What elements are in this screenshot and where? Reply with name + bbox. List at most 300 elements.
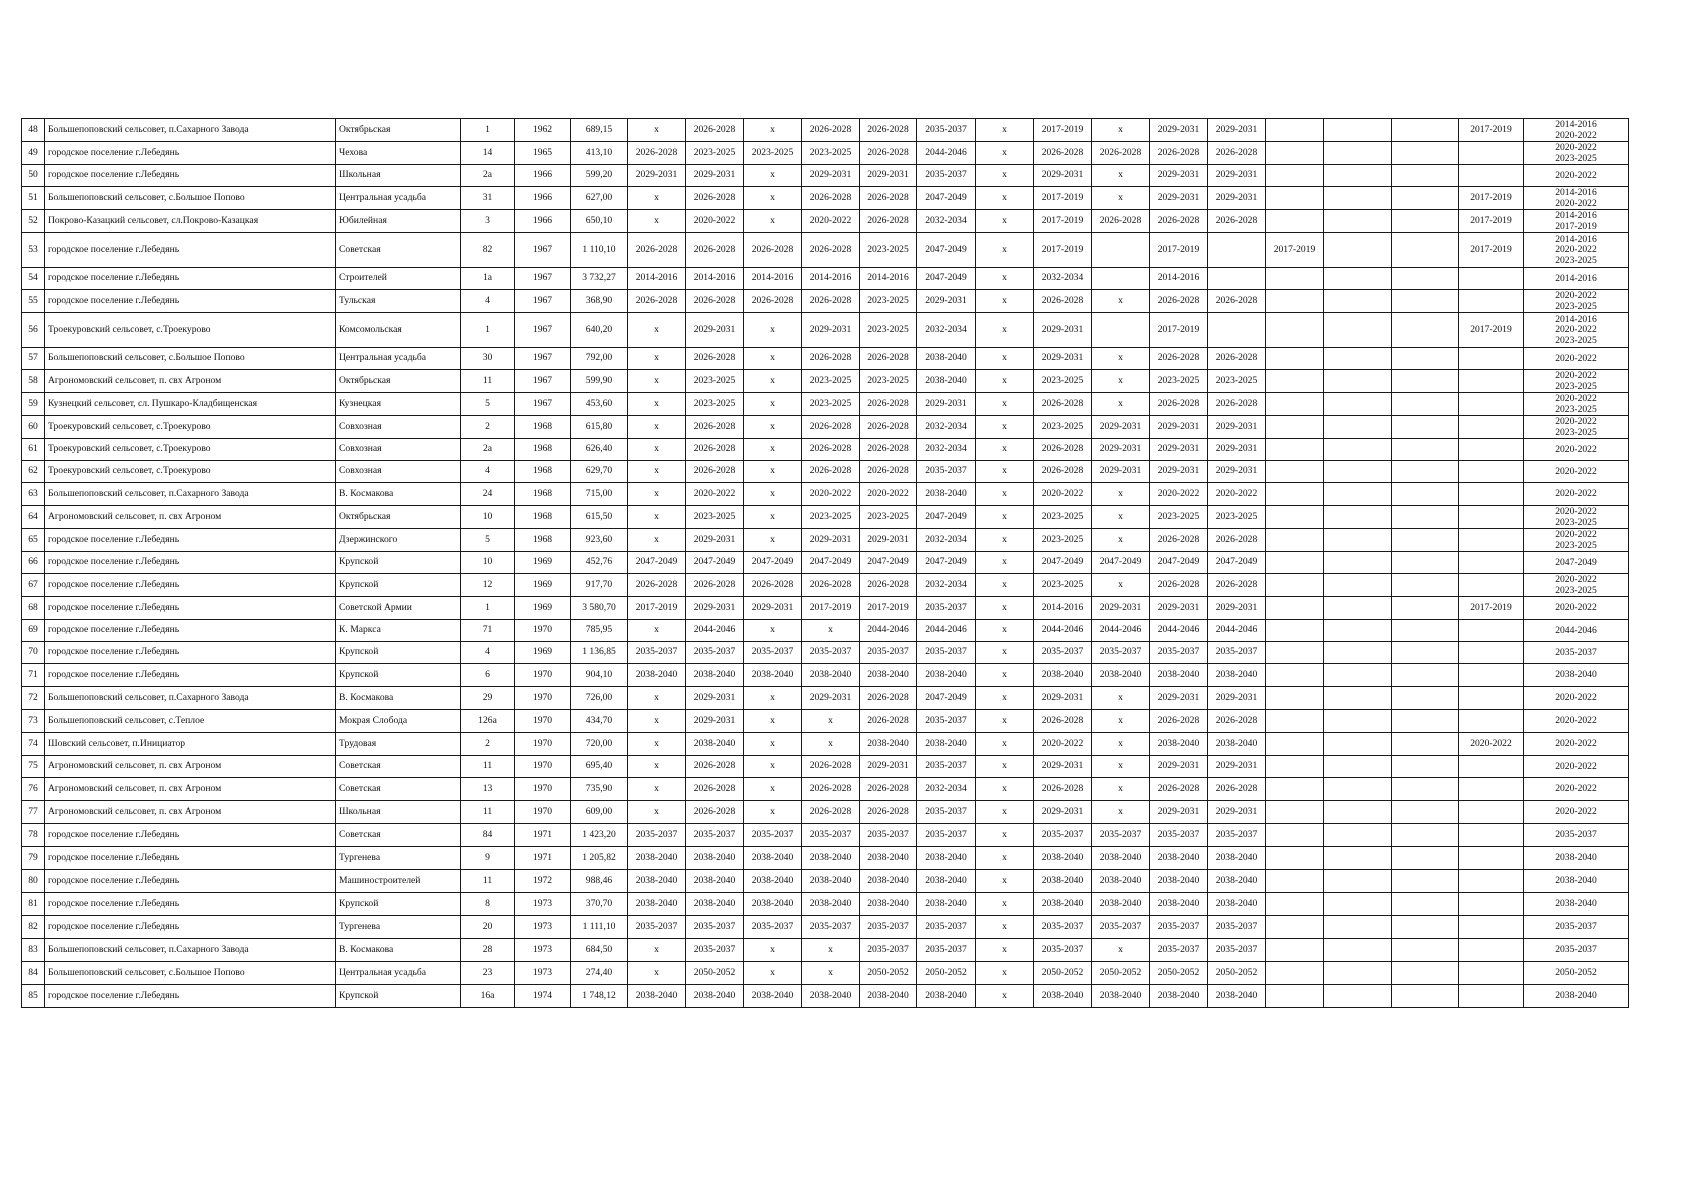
- cell-period-2: 2029-2031: [686, 313, 744, 348]
- cell-period-14: [1392, 756, 1459, 778]
- housing-register-table: [21, 118, 1629, 1008]
- table-row: [22, 210, 1629, 233]
- cell-period-2: 2026-2028: [686, 233, 744, 268]
- cell-period-6: 2035-2037: [917, 165, 976, 187]
- cell-settlement: Агрономовский сельсовет, п. свх Агроном: [45, 370, 336, 393]
- cell-period-10: 2038-2040: [1150, 893, 1208, 916]
- cell-period-14: [1392, 529, 1459, 552]
- cell-row-number: 54: [22, 268, 45, 290]
- cell-period-16: 2038-2040: [1524, 664, 1629, 687]
- cell-build-year: 1967: [515, 370, 571, 393]
- cell-build-year: 1968: [515, 529, 571, 552]
- cell-row-number: 65: [22, 529, 45, 552]
- cell-period-12: [1266, 733, 1324, 756]
- cell-period-9: x: [1092, 483, 1150, 506]
- cell-street: Крупской: [336, 985, 461, 1008]
- cell-period-3: x: [744, 778, 802, 801]
- cell-house-number: 2: [461, 416, 515, 439]
- table-row: [22, 687, 1629, 710]
- cell-period-16: 2014-2016 2020-2022: [1524, 119, 1629, 142]
- cell-build-year: 1968: [515, 506, 571, 529]
- cell-period-5: 2026-2028: [860, 439, 917, 461]
- cell-period-9: [1092, 233, 1150, 268]
- cell-period-6: 2029-2031: [917, 290, 976, 313]
- cell-period-13: [1324, 268, 1392, 290]
- cell-period-14: [1392, 393, 1459, 416]
- cell-build-year: 1967: [515, 233, 571, 268]
- cell-area: 626,40: [571, 439, 628, 461]
- cell-period-10: 2026-2028: [1150, 348, 1208, 370]
- cell-period-7: x: [976, 597, 1034, 620]
- cell-period-10: 2038-2040: [1150, 985, 1208, 1008]
- cell-period-1: x: [628, 962, 686, 985]
- cell-period-14: [1392, 142, 1459, 165]
- cell-period-11: 2029-2031: [1208, 756, 1266, 778]
- cell-street: В. Космакова: [336, 687, 461, 710]
- cell-area: 599,90: [571, 370, 628, 393]
- cell-house-number: 8: [461, 893, 515, 916]
- cell-period-14: [1392, 313, 1459, 348]
- cell-period-4: 2023-2025: [802, 506, 860, 529]
- cell-period-8: 2017-2019: [1034, 233, 1092, 268]
- cell-row-number: 73: [22, 710, 45, 733]
- cell-period-4: 2026-2028: [802, 290, 860, 313]
- cell-period-9: x: [1092, 348, 1150, 370]
- cell-period-11: 2035-2037: [1208, 939, 1266, 962]
- cell-period-4: 2020-2022: [802, 483, 860, 506]
- cell-period-4: 2038-2040: [802, 664, 860, 687]
- cell-period-12: [1266, 416, 1324, 439]
- cell-period-5: 2017-2019: [860, 597, 917, 620]
- cell-period-7: x: [976, 620, 1034, 642]
- cell-settlement: городское поселение г.Лебедянь: [45, 916, 336, 939]
- table-row: [22, 552, 1629, 574]
- cell-area: 689,15: [571, 119, 628, 142]
- cell-period-3: 2035-2037: [744, 642, 802, 664]
- cell-period-1: 2026-2028: [628, 290, 686, 313]
- cell-period-2: 2026-2028: [686, 119, 744, 142]
- cell-period-9: 2026-2028: [1092, 210, 1150, 233]
- cell-period-1: 2014-2016: [628, 268, 686, 290]
- cell-period-14: [1392, 439, 1459, 461]
- cell-period-11: 2026-2028: [1208, 290, 1266, 313]
- cell-period-9: 2038-2040: [1092, 893, 1150, 916]
- cell-period-6: 2035-2037: [917, 642, 976, 664]
- cell-period-6: 2044-2046: [917, 142, 976, 165]
- cell-period-8: 2047-2049: [1034, 552, 1092, 574]
- cell-period-1: 2038-2040: [628, 664, 686, 687]
- cell-period-9: 2050-2052: [1092, 962, 1150, 985]
- cell-area: 615,80: [571, 416, 628, 439]
- cell-settlement: Троекуровский сельсовет, с.Троекурово: [45, 461, 336, 483]
- cell-period-6: 2032-2034: [917, 416, 976, 439]
- cell-period-10: 2047-2049: [1150, 552, 1208, 574]
- cell-period-5: 2038-2040: [860, 870, 917, 893]
- cell-period-6: 2044-2046: [917, 620, 976, 642]
- cell-period-13: [1324, 985, 1392, 1008]
- cell-period-3: 2047-2049: [744, 552, 802, 574]
- cell-period-16: 2014-2016 2017-2019: [1524, 210, 1629, 233]
- cell-period-16: 2035-2037: [1524, 939, 1629, 962]
- table-row: [22, 506, 1629, 529]
- cell-period-16: 2020-2022: [1524, 733, 1629, 756]
- cell-period-4: 2017-2019: [802, 597, 860, 620]
- cell-area: 453,60: [571, 393, 628, 416]
- cell-period-10: 2029-2031: [1150, 756, 1208, 778]
- cell-row-number: 79: [22, 847, 45, 870]
- cell-period-9: x: [1092, 290, 1150, 313]
- cell-period-12: [1266, 756, 1324, 778]
- cell-settlement: Покрово-Казацкий сельсовет, сл.Покрово-Казацкая: [45, 210, 336, 233]
- cell-build-year: 1969: [515, 642, 571, 664]
- table-row: [22, 985, 1629, 1008]
- cell-period-8: 2038-2040: [1034, 664, 1092, 687]
- cell-period-6: 2038-2040: [917, 985, 976, 1008]
- cell-build-year: 1965: [515, 142, 571, 165]
- cell-period-16: 2038-2040: [1524, 893, 1629, 916]
- cell-period-14: [1392, 710, 1459, 733]
- cell-period-12: [1266, 870, 1324, 893]
- cell-period-9: x: [1092, 778, 1150, 801]
- cell-period-4: 2023-2025: [802, 393, 860, 416]
- cell-period-12: [1266, 187, 1324, 210]
- cell-build-year: 1973: [515, 916, 571, 939]
- cell-period-13: [1324, 778, 1392, 801]
- cell-period-2: 2038-2040: [686, 733, 744, 756]
- cell-street: Центральная усадьба: [336, 962, 461, 985]
- cell-period-3: 2038-2040: [744, 847, 802, 870]
- cell-period-15: [1459, 962, 1524, 985]
- cell-period-14: [1392, 870, 1459, 893]
- cell-period-15: [1459, 756, 1524, 778]
- cell-period-14: [1392, 461, 1459, 483]
- cell-settlement: Агрономовский сельсовет, п. свх Агроном: [45, 801, 336, 824]
- cell-period-15: [1459, 870, 1524, 893]
- cell-period-10: 2026-2028: [1150, 142, 1208, 165]
- table-row: [22, 393, 1629, 416]
- cell-period-8: 2050-2052: [1034, 962, 1092, 985]
- cell-period-7: x: [976, 233, 1034, 268]
- cell-period-16: 2020-2022 2023-2025: [1524, 529, 1629, 552]
- cell-period-3: x: [744, 801, 802, 824]
- cell-period-9: 2038-2040: [1092, 985, 1150, 1008]
- cell-period-4: 2014-2016: [802, 268, 860, 290]
- cell-period-7: x: [976, 893, 1034, 916]
- cell-period-11: 2029-2031: [1208, 165, 1266, 187]
- cell-street: В. Космакова: [336, 483, 461, 506]
- cell-period-2: 2023-2025: [686, 142, 744, 165]
- cell-period-1: x: [628, 210, 686, 233]
- cell-period-4: 2035-2037: [802, 824, 860, 847]
- cell-house-number: 84: [461, 824, 515, 847]
- cell-period-12: [1266, 268, 1324, 290]
- cell-period-10: 2029-2031: [1150, 461, 1208, 483]
- cell-row-number: 80: [22, 870, 45, 893]
- cell-house-number: 10: [461, 552, 515, 574]
- cell-period-12: [1266, 687, 1324, 710]
- cell-period-4: x: [802, 620, 860, 642]
- cell-period-10: 2035-2037: [1150, 939, 1208, 962]
- cell-street: Тургенева: [336, 847, 461, 870]
- cell-period-7: x: [976, 552, 1034, 574]
- cell-street: Октябрьская: [336, 119, 461, 142]
- cell-period-4: x: [802, 710, 860, 733]
- cell-period-10: 2017-2019: [1150, 313, 1208, 348]
- cell-period-13: [1324, 574, 1392, 597]
- cell-street: К. Маркса: [336, 620, 461, 642]
- table-row: [22, 290, 1629, 313]
- cell-period-1: x: [628, 313, 686, 348]
- cell-street: Трудовая: [336, 733, 461, 756]
- cell-period-11: 2035-2037: [1208, 642, 1266, 664]
- cell-period-12: [1266, 847, 1324, 870]
- cell-period-2: 2023-2025: [686, 370, 744, 393]
- cell-house-number: 5: [461, 393, 515, 416]
- cell-area: 413,10: [571, 142, 628, 165]
- cell-period-5: 2023-2025: [860, 290, 917, 313]
- cell-period-13: [1324, 597, 1392, 620]
- cell-period-8: 2017-2019: [1034, 187, 1092, 210]
- cell-build-year: 1971: [515, 847, 571, 870]
- cell-build-year: 1967: [515, 268, 571, 290]
- cell-row-number: 81: [22, 893, 45, 916]
- cell-period-13: [1324, 142, 1392, 165]
- cell-period-15: [1459, 824, 1524, 847]
- cell-house-number: 1а: [461, 268, 515, 290]
- cell-period-13: [1324, 439, 1392, 461]
- cell-period-2: 2035-2037: [686, 642, 744, 664]
- table-row: [22, 348, 1629, 370]
- cell-period-6: 2035-2037: [917, 824, 976, 847]
- cell-period-2: 2026-2028: [686, 416, 744, 439]
- cell-area: 792,00: [571, 348, 628, 370]
- cell-settlement: городское поселение г.Лебедянь: [45, 552, 336, 574]
- cell-row-number: 51: [22, 187, 45, 210]
- cell-build-year: 1969: [515, 574, 571, 597]
- cell-street: Октябрьская: [336, 370, 461, 393]
- cell-period-2: 2044-2046: [686, 620, 744, 642]
- cell-row-number: 68: [22, 597, 45, 620]
- cell-period-13: [1324, 870, 1392, 893]
- cell-period-8: 2014-2016: [1034, 597, 1092, 620]
- cell-area: 715,00: [571, 483, 628, 506]
- cell-period-2: 2038-2040: [686, 664, 744, 687]
- cell-period-1: x: [628, 483, 686, 506]
- cell-house-number: 6: [461, 664, 515, 687]
- table-row: [22, 620, 1629, 642]
- cell-period-2: 2038-2040: [686, 985, 744, 1008]
- cell-build-year: 1966: [515, 165, 571, 187]
- cell-row-number: 82: [22, 916, 45, 939]
- table-row: [22, 778, 1629, 801]
- cell-period-4: 2029-2031: [802, 165, 860, 187]
- cell-period-3: x: [744, 506, 802, 529]
- cell-period-1: x: [628, 687, 686, 710]
- cell-row-number: 60: [22, 416, 45, 439]
- cell-settlement: городское поселение г.Лебедянь: [45, 529, 336, 552]
- cell-build-year: 1967: [515, 313, 571, 348]
- cell-settlement: Большепоповский сельсовет, п.Сахарного Завода: [45, 939, 336, 962]
- cell-period-8: 2020-2022: [1034, 733, 1092, 756]
- cell-period-5: 2026-2028: [860, 348, 917, 370]
- cell-period-6: 2047-2049: [917, 687, 976, 710]
- cell-period-8: 2029-2031: [1034, 801, 1092, 824]
- cell-period-15: [1459, 142, 1524, 165]
- cell-period-13: [1324, 733, 1392, 756]
- cell-street: Строителей: [336, 268, 461, 290]
- cell-period-10: 2029-2031: [1150, 439, 1208, 461]
- cell-period-2: 2026-2028: [686, 187, 744, 210]
- cell-settlement: Шовский сельсовет, п.Инициатор: [45, 733, 336, 756]
- cell-period-5: 2035-2037: [860, 824, 917, 847]
- cell-row-number: 52: [22, 210, 45, 233]
- cell-period-1: 2038-2040: [628, 870, 686, 893]
- cell-street: Октябрьская: [336, 506, 461, 529]
- cell-period-8: 2023-2025: [1034, 529, 1092, 552]
- cell-period-15: [1459, 620, 1524, 642]
- cell-period-8: 2026-2028: [1034, 461, 1092, 483]
- cell-period-12: [1266, 439, 1324, 461]
- cell-settlement: городское поселение г.Лебедянь: [45, 233, 336, 268]
- cell-period-7: x: [976, 290, 1034, 313]
- cell-period-4: x: [802, 962, 860, 985]
- cell-period-1: x: [628, 620, 686, 642]
- cell-period-7: x: [976, 985, 1034, 1008]
- cell-period-15: 2020-2022: [1459, 733, 1524, 756]
- table-row: [22, 416, 1629, 439]
- cell-period-16: 2020-2022: [1524, 801, 1629, 824]
- cell-period-2: 2035-2037: [686, 824, 744, 847]
- cell-period-8: 2023-2025: [1034, 574, 1092, 597]
- cell-period-8: 2026-2028: [1034, 439, 1092, 461]
- cell-period-12: [1266, 916, 1324, 939]
- cell-period-5: 2035-2037: [860, 642, 917, 664]
- cell-period-5: 2050-2052: [860, 962, 917, 985]
- cell-period-9: 2035-2037: [1092, 642, 1150, 664]
- cell-period-11: [1208, 313, 1266, 348]
- cell-period-1: x: [628, 778, 686, 801]
- cell-period-5: 2026-2028: [860, 393, 917, 416]
- cell-house-number: 30: [461, 348, 515, 370]
- cell-area: 615,50: [571, 506, 628, 529]
- cell-period-1: 2017-2019: [628, 597, 686, 620]
- cell-period-14: [1392, 119, 1459, 142]
- cell-house-number: 9: [461, 847, 515, 870]
- cell-period-14: [1392, 506, 1459, 529]
- cell-house-number: 28: [461, 939, 515, 962]
- cell-period-10: 2014-2016: [1150, 268, 1208, 290]
- cell-period-5: 2038-2040: [860, 985, 917, 1008]
- cell-period-5: 2029-2031: [860, 756, 917, 778]
- cell-period-1: x: [628, 370, 686, 393]
- cell-period-6: 2038-2040: [917, 483, 976, 506]
- cell-period-1: 2035-2037: [628, 642, 686, 664]
- cell-house-number: 71: [461, 620, 515, 642]
- cell-street: Школьная: [336, 165, 461, 187]
- cell-period-7: x: [976, 824, 1034, 847]
- cell-period-8: 2026-2028: [1034, 290, 1092, 313]
- cell-period-3: 2014-2016: [744, 268, 802, 290]
- cell-period-2: 2026-2028: [686, 290, 744, 313]
- cell-settlement: Большепоповский сельсовет, п.Сахарного Завода: [45, 687, 336, 710]
- cell-period-10: 2035-2037: [1150, 824, 1208, 847]
- cell-street: Крупской: [336, 893, 461, 916]
- table-row: [22, 642, 1629, 664]
- cell-period-10: 2026-2028: [1150, 393, 1208, 416]
- cell-period-15: 2017-2019: [1459, 210, 1524, 233]
- cell-period-6: 2038-2040: [917, 733, 976, 756]
- cell-area: 1 423,20: [571, 824, 628, 847]
- cell-period-1: x: [628, 119, 686, 142]
- cell-build-year: 1967: [515, 393, 571, 416]
- cell-period-12: [1266, 597, 1324, 620]
- table-row: [22, 847, 1629, 870]
- cell-house-number: 1: [461, 313, 515, 348]
- cell-period-11: 2050-2052: [1208, 962, 1266, 985]
- cell-period-14: [1392, 664, 1459, 687]
- cell-house-number: 4: [461, 461, 515, 483]
- cell-period-7: x: [976, 801, 1034, 824]
- cell-period-5: 2023-2025: [860, 506, 917, 529]
- cell-period-2: 2029-2031: [686, 529, 744, 552]
- table-row: [22, 870, 1629, 893]
- cell-period-1: x: [628, 393, 686, 416]
- cell-period-11: 2026-2028: [1208, 710, 1266, 733]
- cell-period-12: [1266, 574, 1324, 597]
- cell-period-9: [1092, 268, 1150, 290]
- cell-area: 923,60: [571, 529, 628, 552]
- cell-period-6: 2032-2034: [917, 529, 976, 552]
- cell-period-16: 2047-2049: [1524, 552, 1629, 574]
- cell-area: 785,95: [571, 620, 628, 642]
- cell-build-year: 1967: [515, 290, 571, 313]
- cell-period-11: 2038-2040: [1208, 664, 1266, 687]
- cell-period-10: 2029-2031: [1150, 801, 1208, 824]
- cell-house-number: 12: [461, 574, 515, 597]
- cell-period-3: x: [744, 165, 802, 187]
- cell-period-7: x: [976, 461, 1034, 483]
- cell-period-11: 2026-2028: [1208, 778, 1266, 801]
- cell-period-5: 2026-2028: [860, 461, 917, 483]
- cell-period-16: 2050-2052: [1524, 962, 1629, 985]
- cell-period-2: 2026-2028: [686, 574, 744, 597]
- cell-street: Советской Армии: [336, 597, 461, 620]
- cell-period-8: 2023-2025: [1034, 506, 1092, 529]
- cell-period-12: [1266, 642, 1324, 664]
- cell-period-11: 2029-2031: [1208, 687, 1266, 710]
- cell-period-3: 2026-2028: [744, 233, 802, 268]
- cell-period-1: x: [628, 529, 686, 552]
- cell-period-10: 2026-2028: [1150, 778, 1208, 801]
- table-row: [22, 801, 1629, 824]
- cell-period-3: x: [744, 483, 802, 506]
- cell-period-1: 2026-2028: [628, 574, 686, 597]
- cell-period-2: 2026-2028: [686, 801, 744, 824]
- cell-period-5: 2026-2028: [860, 142, 917, 165]
- cell-period-15: [1459, 710, 1524, 733]
- cell-area: 434,70: [571, 710, 628, 733]
- cell-row-number: 70: [22, 642, 45, 664]
- cell-row-number: 83: [22, 939, 45, 962]
- cell-build-year: 1971: [515, 824, 571, 847]
- table-row: [22, 142, 1629, 165]
- cell-period-12: [1266, 119, 1324, 142]
- cell-row-number: 66: [22, 552, 45, 574]
- cell-period-4: 2026-2028: [802, 574, 860, 597]
- cell-period-11: 2020-2022: [1208, 483, 1266, 506]
- table-row: [22, 893, 1629, 916]
- cell-period-8: 2017-2019: [1034, 119, 1092, 142]
